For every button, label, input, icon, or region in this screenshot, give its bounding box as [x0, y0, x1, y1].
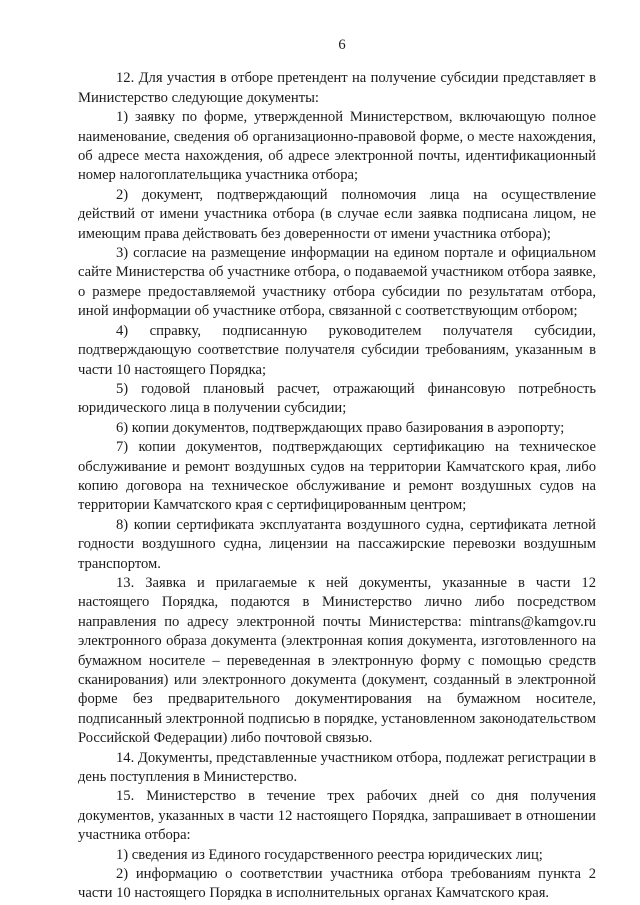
paragraph-12-item-2: 2) документ, подтверждающий полномочия лица на осуществление действий от имени участника отбора (в случае если заявка подписана лицом, не имеющим права действовать без доверенности от имени участника отбора);: [78, 186, 596, 242]
paragraph-15-item-1: 1) сведения из Единого государственного реестра юридических лиц;: [116, 846, 543, 863]
paragraph-12-item-3: 3) согласие на размещение информации на едином портале и официальном сайте Министерства об участнике отбора, о подаваемой участником отбора заявке, о размере предоставляемой участнику отбора субсидии по результатам отбора, иной информации об участнике отбора, связанной с соответствующим отбором;: [78, 245, 596, 320]
paragraph-14: 14. Документы, представленные участником отбора, подлежат регистрации в день поступления в Министерство.: [78, 749, 597, 786]
page-number: 6: [338, 37, 346, 53]
paragraph-12-item-5: 5) годовой плановый расчет, отражающий финансовую потребность юридического лица в получении субсидии;: [78, 380, 596, 417]
paragraph-12-item-7: 7) копии документов, подтверждающих сертификацию на техническое обслуживание и ремонт воздушных судов на территории Камчатского края, либо копию договора на техническое обслуживание и ремонт воздушных судов на территории Камчатского края с сертифицированным центром;: [78, 439, 596, 514]
paragraph-12-item-6: 6) копии документов, подтверждающих право базирования в аэропорту;: [116, 419, 565, 436]
paragraph-12-item-8: 8) копии сертификата эксплуатанта воздушного судна, сертификата летной годности воздушного судна, лицензии на пассажирские перевозки воздушным транспортом.: [78, 516, 596, 572]
paragraph-15: 15. Министерство в течение трех рабочих дней со дня получения документов, указанных в части 12 настоящего Порядка, запрашивает в отношении участника отбора:: [78, 788, 596, 844]
paragraph-12-item-4: 4) справку, подписанную руководителем получателя субсидии, подтверждающую соответствие получателя субсидии требованиям, указанным в части 10 настоящего Порядка;: [78, 322, 596, 378]
paragraph-13: 13. Заявка и прилагаемые к ней документы, указанные в части 12 настоящего Порядка, подаются в Министерство лично либо посредством направления по адресу электронной почты Министерства: mintrans@kamgov.ru электронного образа документа (электронная копия документа, изготовленного на бумажном носителе – переведенная в электронную форму с помощью средств сканирования) или электронного документа (документ, созданный в электронной форме без предварительного документирования на бумажном носителе, подписанный электронной подписью в порядке, установленном законодательством Российской Федерации) либо почтовой связью.: [78, 574, 596, 747]
paragraph-12-item-1: 1) заявку по форме, утвержденной Министерством, включающую полное наименование, сведения об организационно-правовой форме, о месте нахождения, об адресе места нахождения, об адресе электронной почты, идентификационный номер налогоплательщика участника отбора;: [78, 109, 596, 184]
paragraph-12: 12. Для участия в отборе претендент на получение субсидии представляет в Министерство следующие документы:: [78, 70, 596, 106]
paragraph-15-item-2: 2) информацию о соответствии участника отбора требованиям пункта 2 части 10 настоящего Порядка в исполнительных органах Камчатского края.: [78, 866, 596, 902]
